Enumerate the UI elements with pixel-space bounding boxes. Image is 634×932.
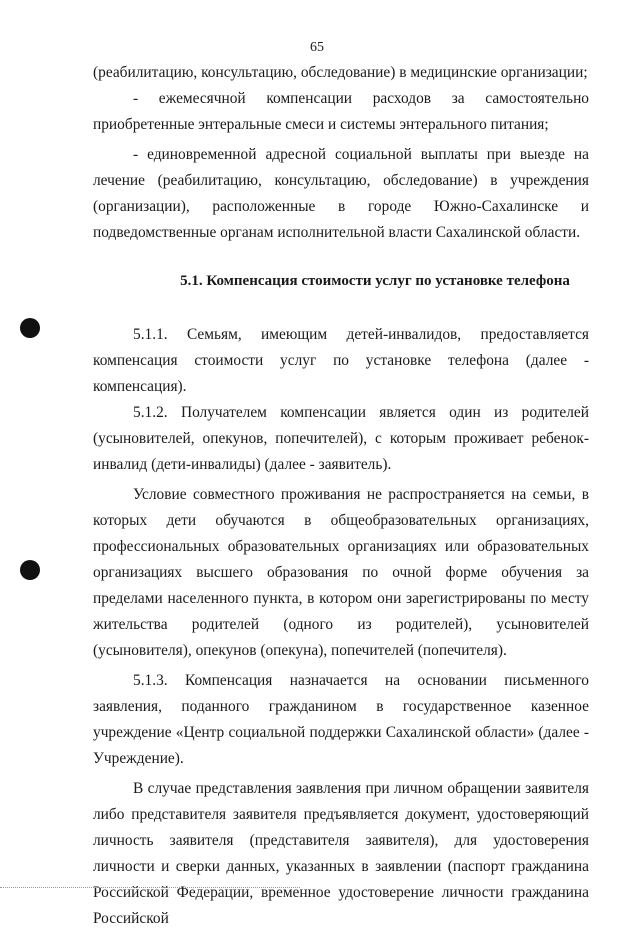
paragraph-5-1-3: 5.1.3. Компенсация назначается на основании письменного заявления, поданного гражданином в государственное казенное учреждение «Центр социальной поддержки Сахалинской области» (далее - Учреждение). <box>93 672 589 767</box>
paragraph-5-1-1: 5.1.1. Семьям, имеющим детей-инвалидов, предоставляется компенсация стоимости услуг по установке телефона (далее - компенсация). <box>93 326 589 395</box>
punch-hole-mark <box>20 318 40 338</box>
section-title: 5.1. Компенсация стоимости услуг по установке телефона <box>180 273 570 289</box>
list-item-one-time-payment: - единовременной адресной социальной выплаты при выезде на лечение (реабилитацию, консультацию, обследование) в учреждения (организации), расположенные в городе Южно-Сахалинске и подведомственные органам исполнительной власти Сахалинской области. <box>93 146 589 241</box>
paragraph-identity-document: В случае представления заявления при личном обращении заявителя либо представителя заявителя предъявляется документ, удостоверяющий личность заявителя (представителя заявителя), для удостоверения личности и сверки данных, указанных в заявлении (паспорт гражданина Российской Федерации, временное удостоверение личности гражданина Российской <box>93 780 589 927</box>
paragraph-5-1-2: 5.1.2. Получателем компенсации является один из родителей (усыновителей, опекунов, попечителей), с которым проживает ребенок-инвалид (дети-инвалиды) (далее - заявитель). <box>93 404 589 473</box>
paragraph-cohabitation-condition: Условие совместного проживания не распространяется на семьи, в которых дети обучаются в общеобразовательных организациях, профессиональных образовательных организациях или образовательных организациях высшего образования по очной форме обучения за пределами населенного пункта, в котором они зарегистрированы по месту жительства родителей (одного из родителей), усыновителей (усыновителя), опекунов (опекуна), попечителей (попечителя). <box>93 486 589 659</box>
punch-hole-mark <box>20 560 40 580</box>
document-body <box>93 60 589 932</box>
list-item-enteral-compensation: - ежемесячной компенсации расходов за самостоятельно приобретенные энтеральные смеси и системы энтерального питания; <box>93 90 589 133</box>
paragraph-continuation: (реабилитацию, консультацию, обследование) в медицинские организации; <box>93 64 588 81</box>
scan-edge-line <box>0 887 300 888</box>
page-number: 65 <box>310 40 324 55</box>
